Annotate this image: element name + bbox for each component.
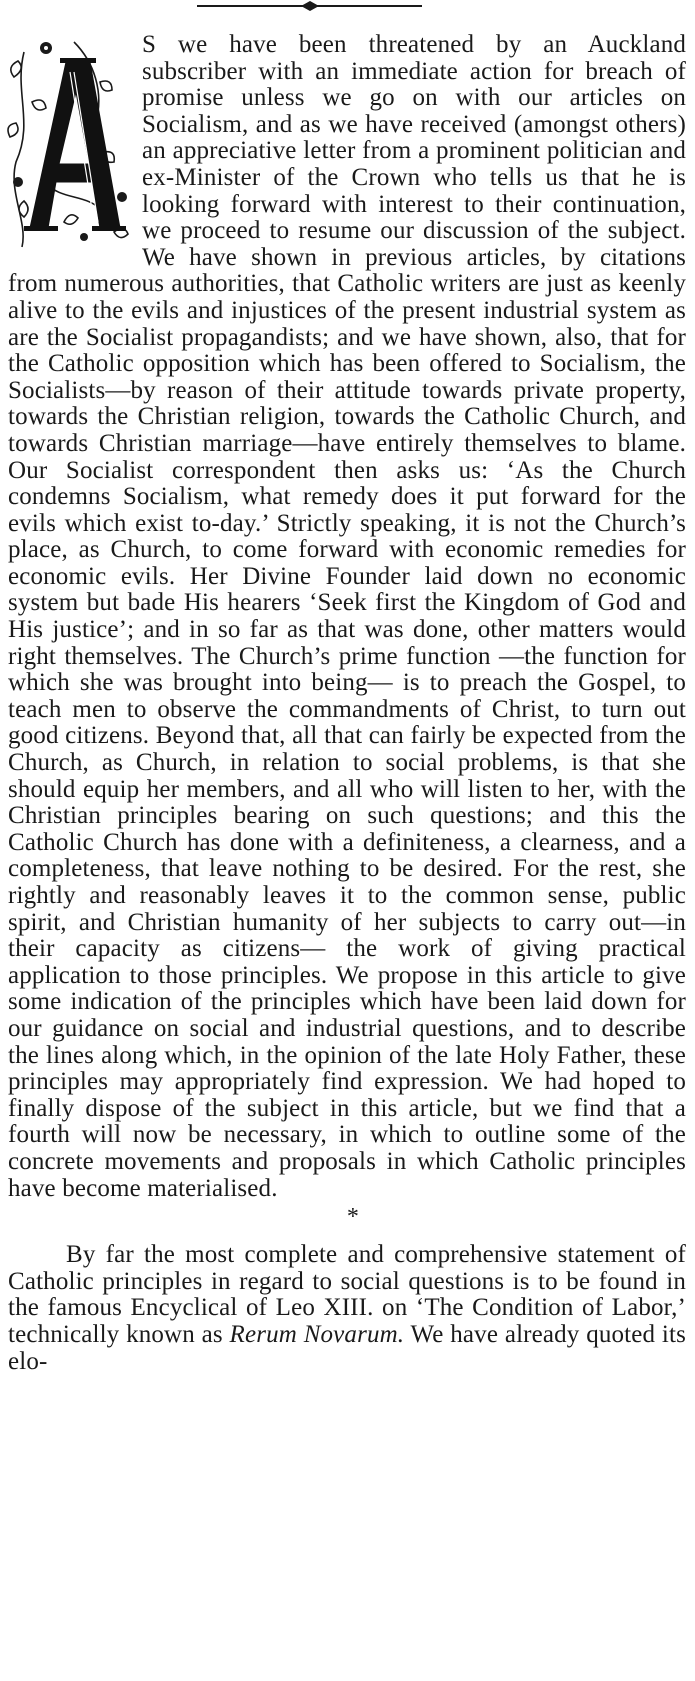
rule-ornament-icon [301,1,319,11]
encyclical-title: Rerum Novarum. [229,1320,405,1348]
paragraph-2 [8,1242,686,1375]
ornamental-drop-cap-icon [4,32,140,254]
paragraph-1: S we have been threatened by an Auckland subscriber with an immediate action for breach of promise unless we go on with our articles on Socialism, and as we have received (amongst others) an appreciative letter from a prominent politician and ex-Minister of the Crown who tells us that he is looking forward with interest to their continuation, we proceed to resume our discussion of the subject. We have shown in previous articles, by citations from numerous authorities, that Catholic writers are just as keenly alive to the evils and injustices of the present industrial system as are the Socialist propagandists; and we have shown, also, that for the Catholic opposition which has been offered to Socialism, the Socialists—by reason of their attitude towards private property, towards the Christian religion, towards the Catholic Church, and towards Christian marriage—have entirely themselves to blame. Our Socialist correspondent then asks us: ‘As the Church condemns Socialism, what remedy does it put forward for the evils which exist to-day.’ Strictly speaking, it is not the Church’s place, as Church, to come forward with economic remedies for economic evils. Her Divine Founder laid down no economic system but bade His hearers ‘Seek first the Kingdom of God and His justice’; and in so far as that was done, other matters would right themselves. The Church’s prime function —the function for which she was brought into being— is to preach the Gospel, to teach men to observe the commandments of Christ, to turn out good citizens. Beyond that, all that can fairly be expected from the Church, as Church, in relation to social problems, is that she should equip her members, and all who will listen to her, with the Christian principles bearing on such questions; and this the Catholic Church has done with a definiteness, a clearness, and a completeness, that leave nothing to be desired. For the rest, she rightly and reasonably leaves it to the common sense, public spirit, and Christian humanity of her subjects to carry out—in their capacity as citizens— the work of giving practical application to those principles. We propose in this article to give some indication of the principles which have been laid down for our guidance on social and industrial questions, and to describe the lines along which, in the opinion of the late Holy Father, these principles may appropriately find expression. We had hoped to finally dispose of the subject in this article, but we find that a fourth will now be necessary, in which to outline some of the concrete movements and proposals in which Catholic principles have become materialised. [8,31,686,1202]
paragraph-2-start: By far the most complete and comprehensive statement of Catholic principles in regard to social questions is to be found in the famous Encyclical of Leo XIII. on ‘The Condition of Labor,’ technically known as [8,1241,686,1348]
article-body [8,32,686,1375]
section-separator: * [346,1204,360,1231]
paragraph-2-end: We have already quoted its elo- [8,1320,686,1375]
